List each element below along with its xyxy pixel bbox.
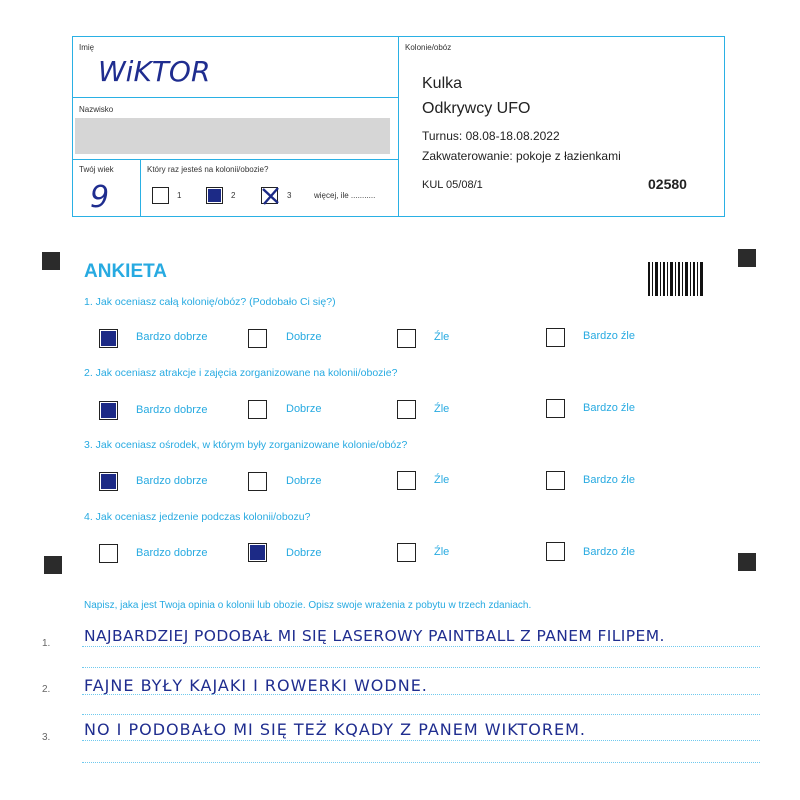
- ktory-raz-option-1: 1: [177, 191, 182, 200]
- dotted-line-1b: [82, 667, 760, 668]
- header-divider-vertical: [398, 36, 399, 216]
- ktory-raz-checkbox-1[interactable]: [152, 187, 169, 204]
- kolonia-program: Odkrywcy UFO: [422, 100, 531, 117]
- q2-bardzo-dobrze-checkbox[interactable]: [99, 401, 118, 420]
- kolonie-label: Kolonie/obóz: [405, 43, 452, 52]
- q3-bardzo-dobrze-checkbox[interactable]: [99, 472, 118, 491]
- cross-mark-icon: [259, 184, 283, 208]
- dotted-line-1a: [82, 646, 760, 647]
- question-4: 4. Jak oceniasz jedzenie podczas kolonii/obozu?: [84, 511, 311, 523]
- q4-dobrze-label: Dobrze: [286, 547, 322, 559]
- wiek-value[interactable]: 9: [90, 180, 110, 215]
- nazwisko-label: Nazwisko: [79, 105, 114, 114]
- q4-bardzo-dobrze-checkbox[interactable]: [99, 544, 118, 563]
- q2-zle-checkbox[interactable]: [397, 400, 416, 419]
- opinion-answer-2[interactable]: FAJNE BYŁY KAJAKI I ROWERKI WODNE.: [84, 676, 428, 695]
- zakwaterowanie: Zakwaterowanie: pokoje z łazienkami: [422, 149, 621, 163]
- q1-bardzo-zle-label: Bardzo źle: [583, 330, 635, 342]
- q2-bardzo-zle-checkbox[interactable]: [546, 399, 565, 418]
- q3-bardzo-zle-checkbox[interactable]: [546, 471, 565, 490]
- ktory-raz-checkbox-3[interactable]: [261, 187, 278, 204]
- dotted-line-3a: [82, 740, 760, 741]
- opinion-prompt: Napisz, jaka jest Twoja opinia o kolonii lub obozie. Opisz swoje wrażenia z pobytu w trzech zdaniach.: [84, 600, 532, 611]
- ktory-raz-option-2: 2: [231, 191, 236, 200]
- q3-dobrze-label: Dobrze: [286, 475, 322, 487]
- ktory-raz-more: więcej, ile ...........: [314, 191, 376, 200]
- header-divider-2: [72, 159, 399, 160]
- q2-dobrze-checkbox[interactable]: [248, 400, 267, 419]
- imie-value[interactable]: WiKTOR: [98, 55, 211, 88]
- q3-dobrze-checkbox[interactable]: [248, 472, 267, 491]
- dotted-line-2b: [82, 714, 760, 715]
- q2-bardzo-zle-label: Bardzo źle: [583, 402, 635, 414]
- q4-zle-label: Źle: [434, 546, 450, 558]
- registration-mark-top-left: [42, 252, 60, 270]
- kod: KUL 05/08/1: [422, 179, 483, 191]
- q2-bardzo-dobrze-label: Bardzo dobrze: [136, 404, 208, 416]
- opinion-answer-3[interactable]: NO I PODOBAŁO MI SIĘ TEŻ KQADY Z PANEM WIKTOREM.: [84, 720, 587, 739]
- registration-mark-mid-left: [44, 556, 62, 574]
- q1-dobrze-checkbox[interactable]: [248, 329, 267, 348]
- question-3: 3. Jak oceniasz ośrodek, w którym były zorganizowane kolonie/obóz?: [84, 439, 408, 451]
- wiek-label: Twój wiek: [79, 165, 114, 174]
- question-1: 1. Jak oceniasz całą kolonię/obóz? (Podobało Ci się?): [84, 296, 336, 308]
- q4-dobrze-checkbox[interactable]: [248, 543, 267, 562]
- line-number-1: 1.: [42, 638, 51, 649]
- turnus: Turnus: 08.08-18.08.2022: [422, 129, 560, 143]
- ktory-raz-label: Który raz jesteś na kolonii/obozie?: [147, 165, 269, 174]
- registration-mark-mid-right: [738, 553, 756, 571]
- dotted-line-2a: [82, 694, 760, 695]
- q4-bardzo-dobrze-label: Bardzo dobrze: [136, 547, 208, 559]
- q3-zle-checkbox[interactable]: [397, 471, 416, 490]
- kolonia-name: Kulka: [422, 75, 463, 92]
- nazwisko-redacted: [75, 118, 390, 154]
- numer: 02580: [648, 176, 687, 192]
- dotted-line-3b: [82, 762, 760, 763]
- q1-bardzo-dobrze-label: Bardzo dobrze: [136, 331, 208, 343]
- q1-zle-checkbox[interactable]: [397, 329, 416, 348]
- registration-mark-top-right: [738, 249, 756, 267]
- line-number-3: 3.: [42, 732, 51, 743]
- survey-title: ANKIETA: [84, 261, 168, 282]
- header-divider-3: [140, 159, 141, 216]
- q1-dobrze-label: Dobrze: [286, 331, 322, 343]
- line-number-2: 2.: [42, 684, 51, 695]
- ktory-raz-option-3: 3: [287, 191, 292, 200]
- ktory-raz-checkbox-2[interactable]: [206, 187, 223, 204]
- q4-bardzo-zle-checkbox[interactable]: [546, 542, 565, 561]
- imie-label: Imię: [79, 43, 95, 52]
- q1-bardzo-zle-checkbox[interactable]: [546, 328, 565, 347]
- q2-zle-label: Źle: [434, 403, 450, 415]
- q2-dobrze-label: Dobrze: [286, 403, 322, 415]
- barcode-icon: [648, 262, 704, 296]
- q4-zle-checkbox[interactable]: [397, 543, 416, 562]
- q3-bardzo-dobrze-label: Bardzo dobrze: [136, 475, 208, 487]
- q4-bardzo-zle-label: Bardzo źle: [583, 546, 635, 558]
- opinion-answer-1[interactable]: NAJBARDZIEJ PODOBAŁ MI SIĘ LASEROWY PAINTBALL Z PANEM FILIPEM.: [84, 627, 665, 645]
- q3-zle-label: Źle: [434, 474, 450, 486]
- q1-bardzo-dobrze-checkbox[interactable]: [99, 329, 118, 348]
- q1-zle-label: Źle: [434, 331, 450, 343]
- header-divider-1: [72, 97, 399, 98]
- q3-bardzo-zle-label: Bardzo źle: [583, 474, 635, 486]
- question-2: 2. Jak oceniasz atrakcje i zajęcia zorganizowane na kolonii/obozie?: [84, 367, 398, 379]
